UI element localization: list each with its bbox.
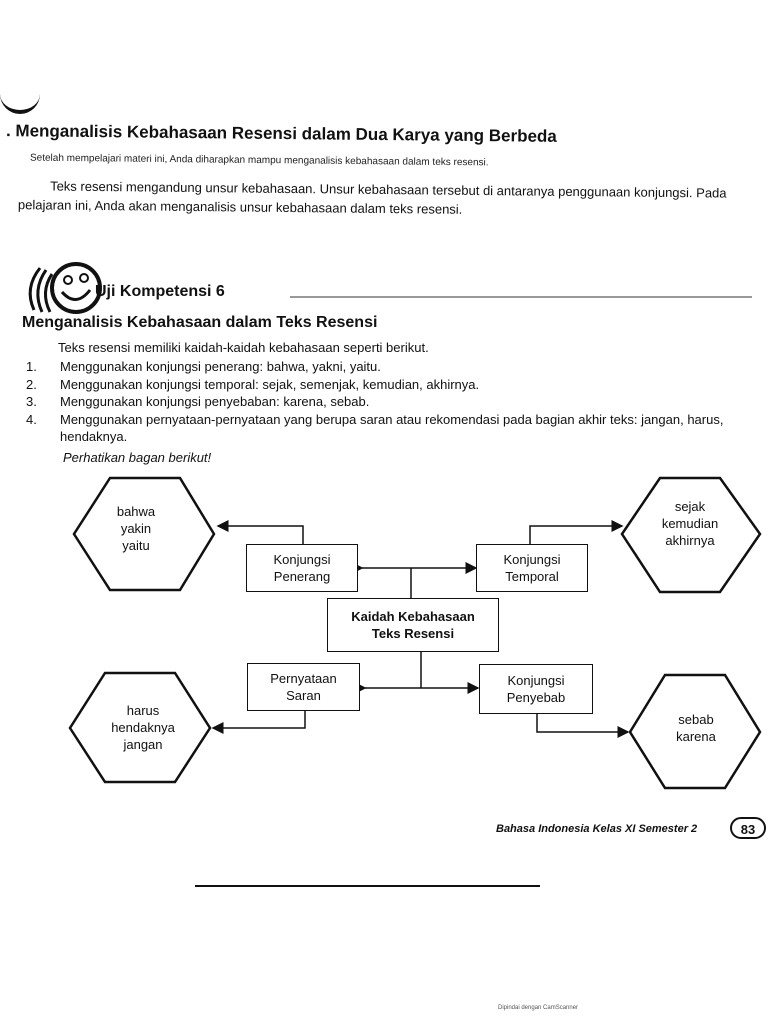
rule-number: 2. bbox=[26, 376, 37, 392]
box-kaidah-kebahasaan bbox=[327, 598, 499, 652]
rules-list bbox=[26, 358, 761, 446]
box-konjungsi-penyebab bbox=[479, 664, 593, 714]
list-item bbox=[26, 358, 761, 376]
hex-word: karena bbox=[676, 729, 716, 744]
rule-text: Menggunakan konjungsi penyebaban: karena, sebab. bbox=[60, 394, 370, 409]
section-title: . Menganalisis Kebahasaan Resensi dalam Dua Karya yang Berbeda bbox=[5, 121, 557, 146]
box-line: Penerang bbox=[273, 569, 331, 584]
box-line: Konjungsi bbox=[503, 552, 561, 567]
box-pernyataan-saran bbox=[247, 663, 360, 711]
box-line: Pernyataan bbox=[270, 671, 337, 686]
uji-divider bbox=[290, 296, 752, 298]
uji-kompetensi-title: Uji Kompetensi 6 bbox=[95, 283, 225, 300]
list-item bbox=[26, 393, 761, 411]
box-line: Saran bbox=[286, 688, 321, 703]
hex-temporal-text bbox=[640, 498, 740, 549]
page-edge-mark bbox=[0, 92, 40, 114]
rule-number: 3. bbox=[26, 394, 37, 409]
hex-word: akhirnya bbox=[665, 533, 715, 548]
hex-penyebab-text bbox=[654, 711, 738, 745]
box-line: Konjungsi bbox=[273, 552, 331, 567]
section-subtitle: Setelah mempelajari materi ini, Anda diharapkan mampu menganalisis kebahasaan dalam teks resensi. bbox=[29, 152, 489, 169]
hex-word: hendaknya bbox=[111, 720, 175, 735]
uji-heading: Menganalisis Kebahasaan dalam Teks Resensi bbox=[22, 314, 378, 331]
intro-paragraph bbox=[18, 176, 753, 222]
hex-saran-text bbox=[96, 702, 190, 753]
hex-word: jangan bbox=[123, 737, 163, 752]
hex-word: yakin bbox=[120, 521, 152, 536]
footer-book-title: Bahasa Indonesia Kelas XI Semester 2 bbox=[496, 823, 698, 835]
page-number-badge: 83 bbox=[730, 817, 766, 839]
rule-text: Menggunakan konjungsi penerang: bahwa, yakni, yaitu. bbox=[60, 359, 381, 374]
hex-word: sebab bbox=[678, 712, 714, 727]
rule-number: 1. bbox=[26, 359, 37, 374]
rule-text: Menggunakan pernyataan-pernyataan yang berupa saran atau rekomendasi pada bagian akhir teks: jangan, harus, hendaknya. bbox=[60, 411, 724, 444]
hex-word: kemudian bbox=[661, 516, 719, 531]
box-konjungsi-penerang bbox=[246, 544, 358, 592]
diagram-note: Perhatikan bagan berikut! bbox=[63, 450, 212, 465]
box-line: Konjungsi bbox=[507, 673, 565, 688]
box-line: Penyebab bbox=[506, 690, 566, 705]
hex-word: harus bbox=[126, 703, 160, 718]
box-line: Kaidah Kebahasaan bbox=[351, 609, 475, 624]
intro-text: Teks resensi mengandung unsur kebahasaan. Unsur kebahasaan tersebut di antaranya penggunaan konjungsi. Pada pelajaran ini, Anda akan menganalisis unsur kebahasaan dalam teks resensi. bbox=[17, 178, 727, 217]
box-line: Teks Resensi bbox=[371, 626, 455, 641]
list-item bbox=[26, 411, 761, 446]
box-line: Temporal bbox=[505, 569, 559, 584]
list-item bbox=[26, 376, 761, 394]
uji-lead: Teks resensi memiliki kaidah-kaidah kebahasaan seperti berikut. bbox=[58, 340, 429, 355]
hex-word: bahwa bbox=[116, 504, 156, 519]
scanner-watermark: Dipindai dengan CamScanner bbox=[498, 1005, 579, 1011]
hex-penerang-text bbox=[94, 503, 178, 554]
rule-number: 4. bbox=[26, 411, 37, 427]
box-konjungsi-temporal bbox=[476, 544, 588, 592]
rule-text: Menggunakan konjungsi temporal: sejak, semenjak, kemudian, akhirnya. bbox=[60, 376, 480, 392]
hex-word: yaitu bbox=[122, 538, 150, 553]
bottom-divider bbox=[195, 885, 540, 887]
hex-word: sejak bbox=[674, 499, 706, 514]
